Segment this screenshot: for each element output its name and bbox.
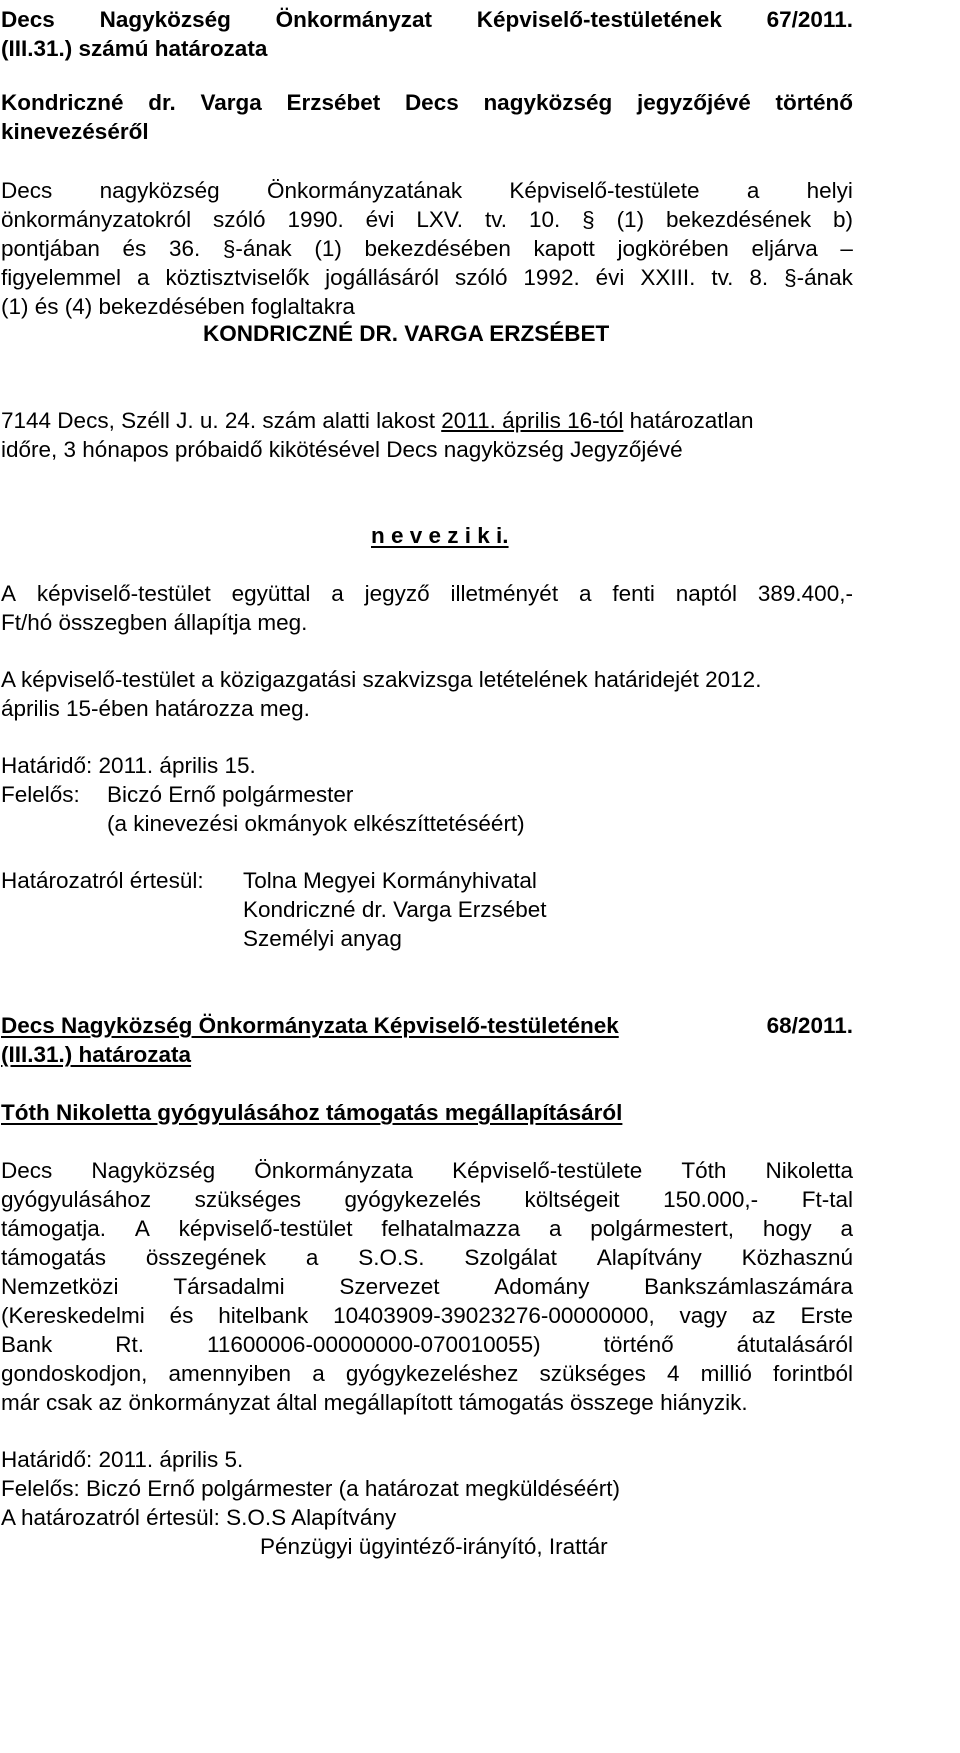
decree-word: n e v e z i k i. (371, 523, 509, 548)
word: Társadalmi (173, 1274, 285, 1299)
word: gyógyulásához (1, 1187, 152, 1212)
word: (1) (616, 207, 645, 232)
res1-exam-line2: április 15-ében határozza meg. (1, 696, 310, 721)
word: együttal (231, 581, 311, 606)
word: költségeit (524, 1187, 620, 1212)
word: hogy (762, 1216, 812, 1241)
word: szükséges (194, 1187, 301, 1212)
word: Tóth (681, 1158, 727, 1183)
word: a (136, 265, 150, 290)
word: a (305, 1245, 319, 1270)
res1-salary-line2: Ft/hó összegben állapítja meg. (1, 610, 308, 635)
word: Önkormányzat (275, 7, 432, 32)
word: naptól (675, 581, 738, 606)
res2-body-line8 (1, 1360, 853, 1388)
res1-responsible-label: Felelős: (1, 782, 80, 807)
res1-intro-line5: (1) és (4) bekezdésében foglaltakra (1, 294, 355, 319)
word: képviselő-testület (178, 1216, 353, 1241)
word: Decs (1, 7, 55, 32)
word: polgármestert, (590, 1216, 735, 1241)
word: XXIII. (640, 265, 696, 290)
word: a (578, 581, 592, 606)
word: gondoskodjon, (1, 1361, 148, 1386)
word: kapott (533, 236, 595, 261)
res2-body-line6 (1, 1302, 853, 1330)
word: vagy (679, 1303, 728, 1328)
res1-intro-line4 (1, 264, 853, 292)
res1-intro-line2 (1, 206, 853, 234)
word: Képviselő-testületének (476, 7, 722, 32)
word: 1990. (287, 207, 344, 232)
word: történő (603, 1332, 674, 1357)
word: (1) (314, 236, 342, 261)
word: Alapítvány (596, 1245, 702, 1270)
word: összegének (145, 1245, 266, 1270)
word: és (169, 1303, 194, 1328)
word: illetményét (450, 581, 559, 606)
word: millió (700, 1361, 752, 1386)
res2-notify-2: Pénzügyi ügyintéző-irányító, Irattár (260, 1534, 608, 1559)
res2-body-line2 (1, 1186, 853, 1214)
word: 389.400,- (757, 581, 853, 606)
word: 36. (168, 236, 201, 261)
word: pontjában (1, 236, 100, 261)
word: 150.000,- (663, 1187, 759, 1212)
word: helyi (806, 178, 853, 203)
word: évi (595, 265, 625, 290)
word: amennyiben (168, 1361, 292, 1386)
word: Erzsébet (286, 90, 381, 115)
res2-responsible: Felelős: Biczó Ernő polgármester (a határozat megküldéséért) (1, 1476, 621, 1501)
word: Nemzetközi (1, 1274, 119, 1299)
word: és (122, 236, 147, 261)
word: figyelemmel (1, 265, 122, 290)
word: hitelbank (218, 1303, 309, 1328)
res1-responsible-note: (a kinevezési okmányok elkészíttetéséért) (107, 811, 525, 836)
res2-number: 68/2011. (766, 1013, 853, 1038)
word: Nagyközség (91, 1158, 216, 1183)
word: szóló (454, 265, 508, 290)
res1-intro-line1 (1, 177, 853, 205)
word: LXV. (416, 207, 464, 232)
res2-notify: A határozatról értesül: S.O.S Alapítvány (1, 1505, 397, 1530)
word: jogállásáról (325, 265, 439, 290)
word: 4 (666, 1361, 680, 1386)
res1-deadline: Határidő: 2011. április 15. (1, 753, 256, 778)
word: képviselő-testület (36, 581, 211, 606)
word: § (582, 207, 595, 232)
res2-body-line3 (1, 1215, 853, 1243)
res1-subject-line2: kinevezéséről (1, 119, 149, 144)
word: szóló (213, 207, 266, 232)
res1-address-line1: 7144 Decs, Széll J. u. 24. szám alatti lakost 2011. április 16-tól határozatlan (1, 408, 754, 433)
word: évi (365, 207, 395, 232)
word: 10. (528, 207, 561, 232)
word: gyógykezelés (344, 1187, 481, 1212)
word: Képviselő-testülete (509, 178, 700, 203)
res2-subject: Tóth Nikoletta gyógyulásához támogatás megállapításáról (1, 1100, 623, 1125)
word: Ft-tal (801, 1187, 853, 1212)
word: Szervezet (339, 1274, 440, 1299)
word: 10403909-39023276-00000000, (333, 1303, 655, 1328)
word: az (751, 1303, 776, 1328)
word: támogatás (1, 1245, 107, 1270)
word: fenti (612, 581, 655, 606)
word: Decs (1, 1158, 53, 1183)
res2-body-line7 (1, 1331, 853, 1359)
res1-notify-2: Kondriczné dr. Varga Erzsébet (243, 897, 547, 922)
word: Bankszámlaszámára (644, 1274, 853, 1299)
word: Varga (200, 90, 262, 115)
word: 8. (749, 265, 769, 290)
res1-notify-3: Személyi anyag (243, 926, 402, 951)
word: történő (775, 90, 853, 115)
word: a (548, 1216, 562, 1241)
word: Közhasznú (741, 1245, 853, 1270)
res1-intro-line3 (1, 235, 853, 263)
res1-responsible: Biczó Ernő polgármester (107, 782, 354, 807)
word: eljárva (751, 236, 818, 261)
word: dr. (148, 90, 176, 115)
res2-body-line4 (1, 1244, 853, 1272)
word: – (840, 236, 853, 261)
word: §-ának (784, 265, 853, 290)
res2-body-line1 (1, 1157, 853, 1185)
word: Kondriczné (1, 90, 124, 115)
word: 1992. (523, 265, 580, 290)
res1-address-line2: időre, 3 hónapos próbaidő kikötésével Decs nagyközség Jegyzőjévé (1, 437, 683, 462)
word: Képviselő-testülete (452, 1158, 643, 1183)
word: §-ának (222, 236, 292, 261)
word: jegyző (364, 581, 430, 606)
res1-title-line2: (III.31.) számú határozata (1, 36, 268, 61)
word: Nikoletta (765, 1158, 853, 1183)
word: Bank (1, 1332, 53, 1357)
word: jegyzőjévé (636, 90, 751, 115)
word: b) (832, 207, 853, 232)
word: gyógykezeléshez (345, 1361, 519, 1386)
res2-body-line9: már csak az önkormányzat által megállapított támogatás összege hiányzik. (1, 1390, 748, 1415)
word: Nagyközség (99, 7, 231, 32)
word: a (331, 581, 344, 606)
word: a (840, 1216, 853, 1241)
word: A (134, 1216, 150, 1241)
word: támogatja. (1, 1216, 107, 1241)
word: Adomány (494, 1274, 590, 1299)
word: bekezdésének (665, 207, 812, 232)
word: Önkormányzata (254, 1158, 414, 1183)
word: S.O.S. (358, 1245, 425, 1270)
res2-title-line2: (III.31.) határozata (1, 1042, 192, 1067)
res2-deadline: Határidő: 2011. április 5. (1, 1447, 244, 1472)
res1-notify-1: Tolna Megyei Kormányhivatal (243, 868, 537, 893)
word: köztisztviselők (165, 265, 310, 290)
word: Erste (800, 1303, 853, 1328)
word: 11600006-00000000-070010055) (207, 1332, 541, 1357)
appointee-name: KONDRICZNÉ DR. VARGA ERZSÉBET (203, 321, 610, 346)
res2-title-line1: Decs Nagyközség Önkormányzata Képviselő-testületének 68/2011. (1, 1013, 853, 1038)
word: Önkormányzatának (266, 178, 463, 203)
res2-body-line5 (1, 1273, 853, 1301)
word: A (1, 581, 17, 606)
word: Rt. (115, 1332, 145, 1357)
res1-title-line1 (1, 6, 853, 34)
word: Decs (1, 178, 53, 203)
word: jogkörében (617, 236, 729, 261)
start-date: 2011. április 16-tól (441, 408, 624, 433)
word: bekezdésében (364, 236, 511, 261)
word: 67/2011. (766, 7, 853, 32)
res1-notify-label: Határozatról értesül: (1, 868, 204, 893)
res1-salary-line1 (1, 580, 853, 608)
word: nagyközség (483, 90, 613, 115)
word: a (746, 178, 760, 203)
word: tv. (484, 207, 508, 232)
word: forintból (772, 1361, 853, 1386)
word: a (312, 1361, 325, 1386)
res1-exam-line1: A képviselő-testület a közigazgatási szakvizsga letételének határidejét 2012. (1, 667, 762, 692)
word: tv. (711, 265, 734, 290)
word: felhatalmazza (381, 1216, 521, 1241)
word: (Kereskedelmi (1, 1303, 145, 1328)
word: Decs (404, 90, 459, 115)
word: szükséges (539, 1361, 646, 1386)
word: Szolgálat (464, 1245, 557, 1270)
word: nagyközség (99, 178, 220, 203)
res1-subject-line1 (1, 89, 853, 117)
word: átutalásáról (736, 1332, 853, 1357)
word: önkormányzatokról (1, 207, 192, 232)
